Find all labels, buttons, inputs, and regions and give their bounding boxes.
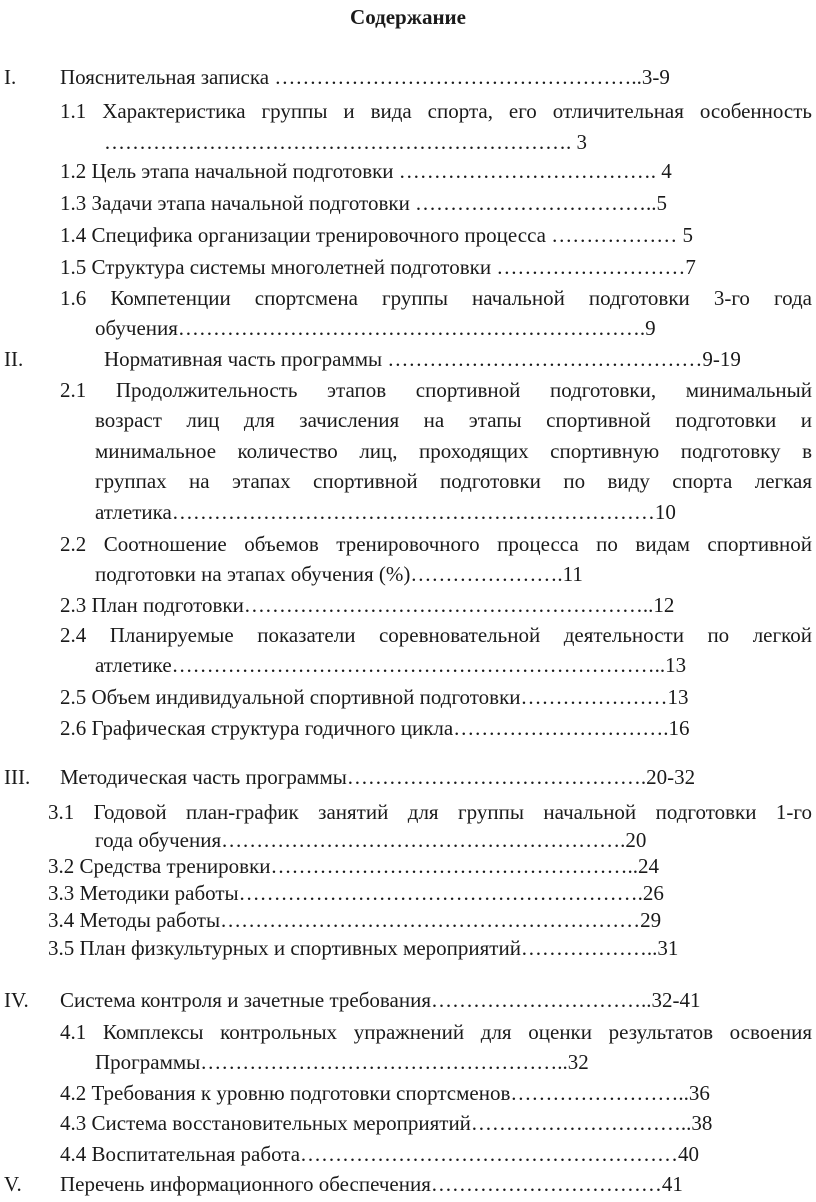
toc-entry: 2.2 Соотношение объемов тренировочного процесса по видам спортивной bbox=[60, 532, 812, 556]
toc-entry: 4.1 Комплексы контрольных упражнений для оценки результатов освоения bbox=[60, 1020, 812, 1044]
toc-entry: 1.3 Задачи этапа начальной подготовки ……………………………..5 bbox=[60, 191, 668, 215]
toc-entry: 3.2 Средства тренировки……………………………………………..24 bbox=[48, 854, 660, 878]
toc-entry-continuation: атлетике……………………………………………………………..13 bbox=[95, 653, 687, 677]
toc-entry-continuation: минимальное количество лиц, проходящих спортивную подготовку в bbox=[95, 439, 812, 463]
toc-entry: 1.4 Специфика организации тренировочного процесса ……………… 5 bbox=[60, 223, 693, 247]
toc-entry-continuation: подготовки на этапах обучения (%)………………….11 bbox=[95, 562, 583, 586]
toc-entry: 2.3 План подготовки…………………………………………………..12 bbox=[60, 593, 675, 617]
toc-entry: 1.5 Структура системы многолетней подготовки ………………………7 bbox=[60, 255, 696, 279]
section-heading: Перечень информационного обеспечения……………………………41 bbox=[60, 1172, 683, 1196]
page-title: Содержание bbox=[350, 5, 466, 29]
section-number: I. bbox=[4, 65, 17, 89]
toc-entry-continuation: возраст лиц для зачисления на этапы спортивной подготовки и bbox=[95, 408, 812, 432]
toc-entry: 3.1 Годовой план-график занятий для группы начальной подготовки 1-го bbox=[48, 800, 812, 824]
section-heading: Методическая часть программы…………………………………….20-32 bbox=[60, 765, 696, 789]
section-number: II. bbox=[4, 347, 24, 371]
section-number: V. bbox=[4, 1172, 22, 1196]
toc-entry: 2.6 Графическая структура годичного цикла………………………….16 bbox=[60, 716, 690, 740]
toc-entry-continuation: года обучения………………………………………………….20 bbox=[95, 828, 647, 852]
toc-entry: 1.2 Цель этапа начальной подготовки ………………………………. 4 bbox=[60, 159, 672, 183]
toc-entry: 3.3 Методики работы………………………………………………….26 bbox=[48, 881, 664, 905]
toc-entry: 1.6 Компетенции спортсмена группы начальной подготовки 3-го года bbox=[60, 286, 812, 310]
toc-entry: 3.4 Методы работы……………………………………………………29 bbox=[48, 908, 662, 932]
toc-entry-continuation: обучения………………………………………………………….9 bbox=[95, 316, 656, 340]
toc-entry: 4.2 Требования к уровню подготовки спортсменов……………………..36 bbox=[60, 1081, 710, 1105]
section-heading: Пояснительная записка ……………………………………………..3-9 bbox=[60, 65, 670, 89]
section-number: IV. bbox=[4, 988, 29, 1012]
toc-entry-continuation: …………………………………………………………. 3 bbox=[104, 130, 587, 154]
section-heading: Система контроля и зачетные требования…………………………..32-41 bbox=[60, 988, 701, 1012]
toc-entry-continuation: Программы……………………………………………..32 bbox=[95, 1050, 589, 1074]
toc-entry-continuation: группах на этапах спортивной подготовки по виду спорта легкая bbox=[95, 469, 812, 493]
toc-entry: 3.5 План физкультурных и спортивных мероприятий………………..31 bbox=[48, 936, 679, 960]
toc-entry: 1.1 Характеристика группы и вида спорта, его отличительная особенность bbox=[60, 99, 812, 123]
section-heading: Нормативная часть программы ………………………………………9-19 bbox=[104, 347, 741, 371]
toc-entry: 2.4 Планируемые показатели соревновательной деятельности по легкой bbox=[60, 623, 812, 647]
toc-entry: 2.5 Объем индивидуальной спортивной подготовки…………………13 bbox=[60, 685, 689, 709]
section-number: III. bbox=[4, 765, 31, 789]
toc-entry-continuation: атлетика……………………………………………………………10 bbox=[95, 500, 676, 524]
toc-entry: 4.3 Система восстановительных мероприятий…………………………..38 bbox=[60, 1111, 713, 1135]
toc-entry: 2.1 Продолжительность этапов спортивной подготовки, минимальный bbox=[60, 378, 812, 402]
toc-entry: 4.4 Воспитательная работа………………………………………………40 bbox=[60, 1142, 700, 1166]
